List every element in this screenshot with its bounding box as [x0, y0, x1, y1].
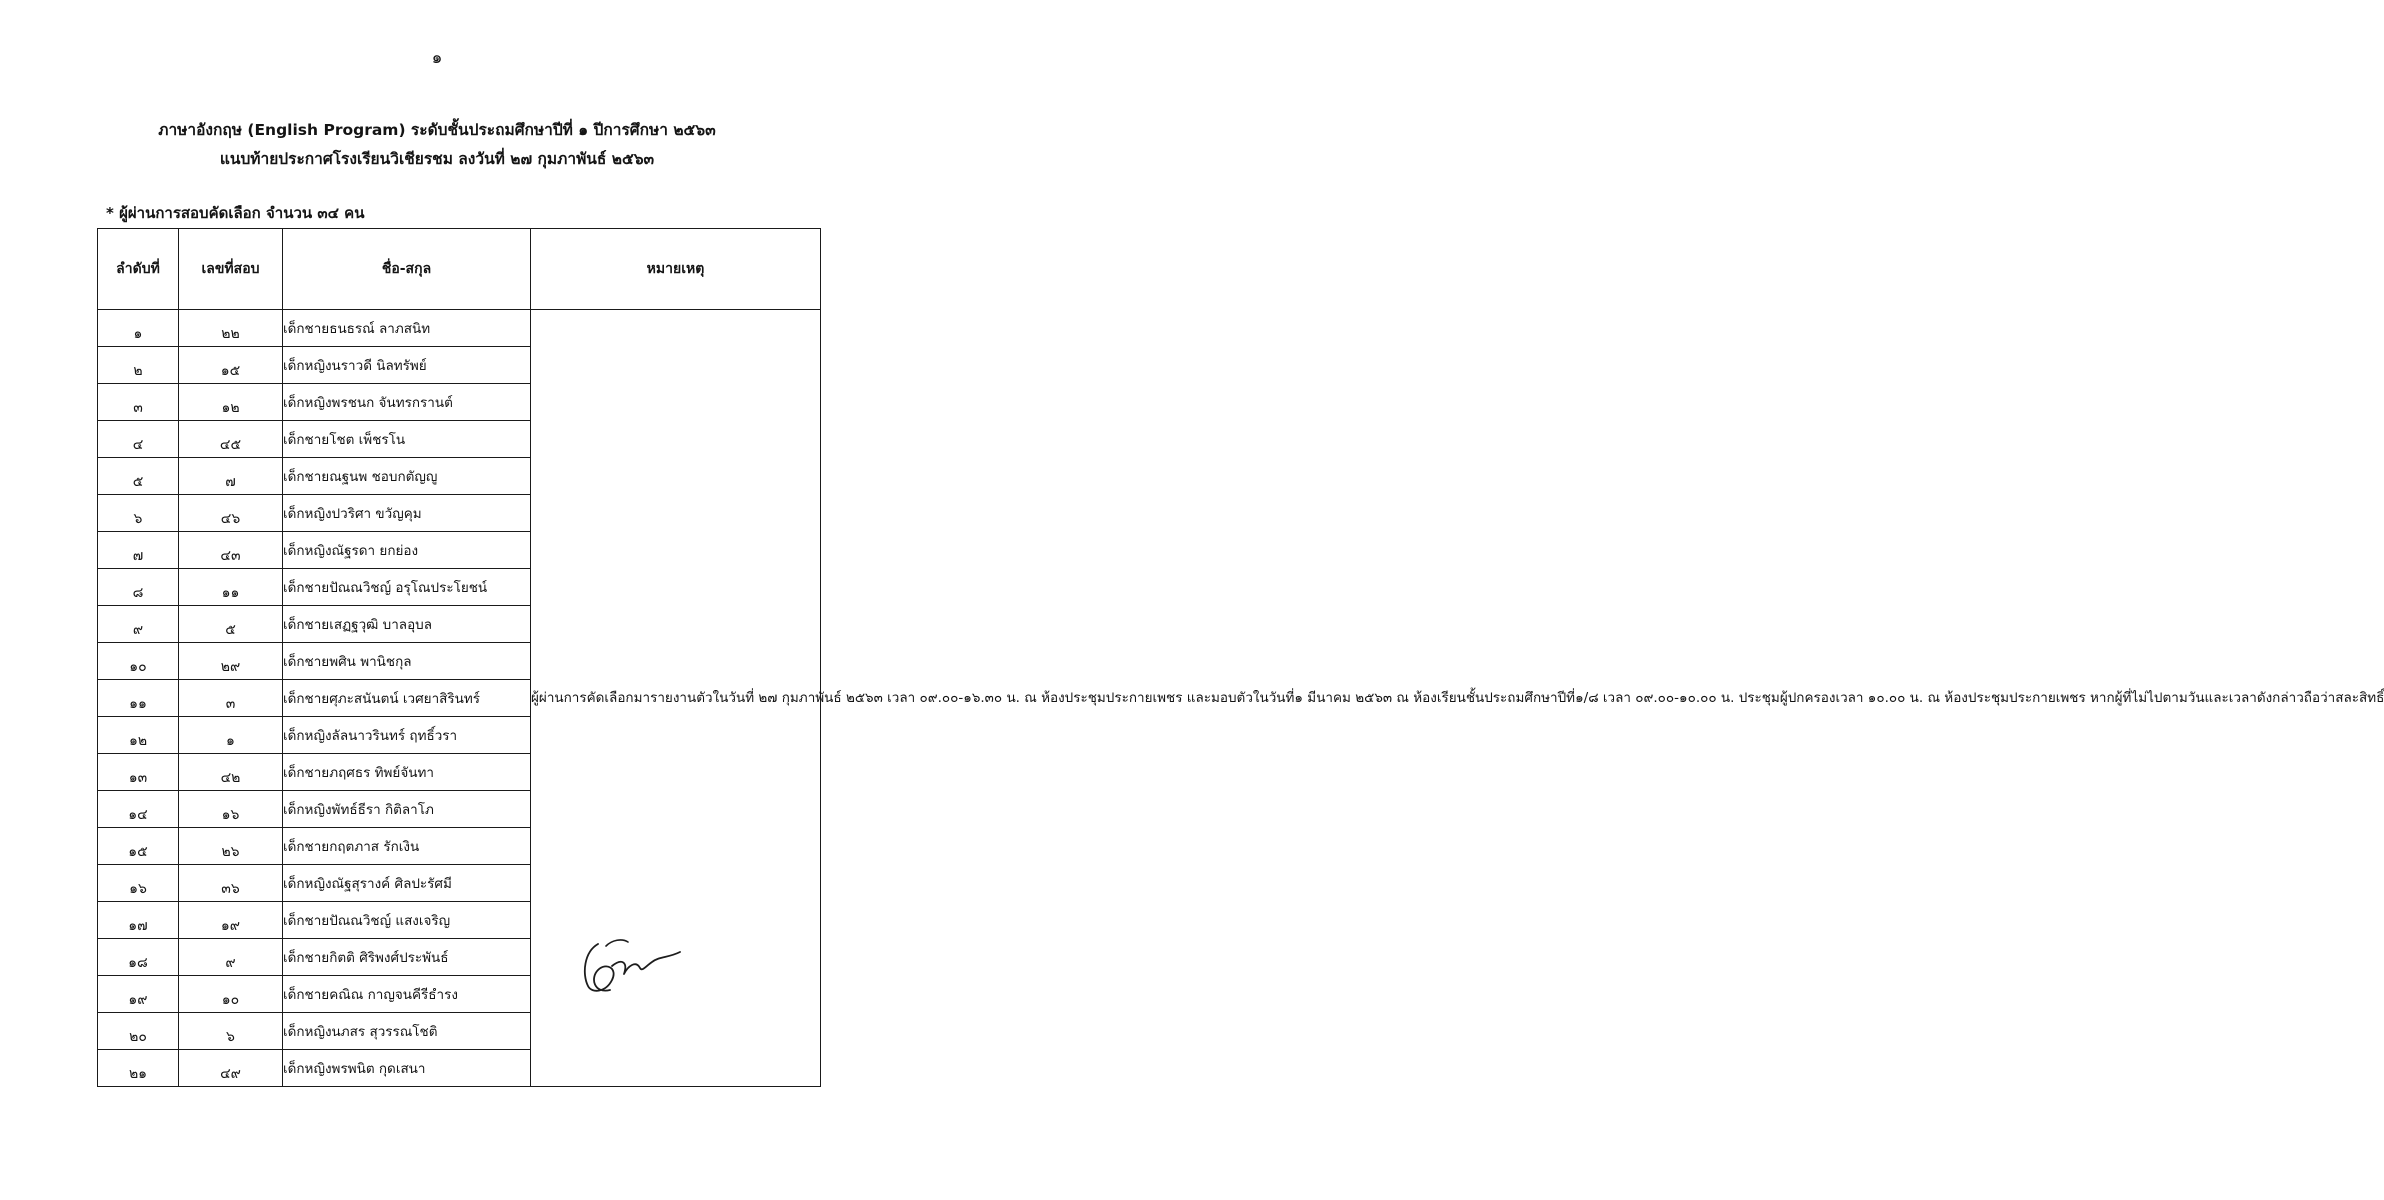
order-number: ๑๘: [128, 955, 148, 971]
cell-student-name: เด็กชายเสฏฐวุฒิ บาลอุบล: [283, 606, 531, 643]
cell-student-name: เด็กชายโชต เพ็ชรโน: [283, 421, 531, 458]
order-number: ๑๖: [129, 881, 147, 897]
cell-order: [98, 902, 179, 939]
cell-order: [98, 939, 179, 976]
cell-student-name: เด็กชายภฤศธร ทิพย์จันทา: [283, 754, 531, 791]
cell-remark: ผู้ผ่านการคัดเลือกมารายงานตัวในวันที่ ๒๗ กุมภาพันธ์ ๒๕๖๓ เวลา ๐๙.๐๐-๑๖.๓๐ น. ณ ห้องประชุมประกายเพชร และมอบตัวในวันที่๑ มีนาคม ๒๕๖๓ ณ ห้องเรียนชั้นประถมศึกษาปีที่๑/๘ เวลา ๐๙.๐๐-๑๐.๐๐ น. ประชุมผู้ปกครองเวลา ๑๐.๐๐ น. ณ ห้องประชุมประกายเพชร หากผู้ที่ไม่ไปตามวันและเวลาดังกล่าวถือว่าสละสิทธิ์: [531, 310, 821, 1087]
order-number: ๑๗: [128, 918, 148, 934]
exam-id: ๑๐: [221, 992, 240, 1008]
exam-id: ๔๓: [220, 548, 241, 564]
exam-id: ๒๒: [221, 326, 240, 342]
order-number: ๓: [133, 400, 143, 416]
cell-student-name: เด็กหญิงลัลนาวรินทร์ ฤทธิ์วรา: [283, 717, 531, 754]
cell-order: [98, 680, 179, 717]
results-table: [97, 228, 2384, 1087]
cell-exam-id: [179, 495, 283, 532]
cell-order: [98, 421, 179, 458]
cell-order: [98, 828, 179, 865]
cell-exam-id: [179, 569, 283, 606]
order-number: ๘: [132, 585, 144, 601]
cell-exam-id: [179, 532, 283, 569]
exam-id: ๙: [225, 955, 236, 971]
table-header-row: [98, 229, 821, 310]
order-number: ๕: [132, 474, 144, 490]
cell-student-name: เด็กชายปัณณวิชญ์ อรุโณประโยชน์: [283, 569, 531, 606]
order-number: ๒๐: [129, 1029, 147, 1045]
cell-order: [98, 458, 179, 495]
cell-order: [98, 1013, 179, 1050]
document-subtitle: แนบท้ายประกาศโรงเรียนวิเชียรชม ลงวันที่ ๒๗ กุมภาพันธ์ ๒๕๖๓: [219, 150, 655, 168]
cell-order: [98, 384, 179, 421]
cell-exam-id: [179, 458, 283, 495]
exam-id: ๒๙: [220, 659, 241, 675]
cell-order: [98, 495, 179, 532]
page-number: ๑: [431, 48, 443, 68]
order-number: ๑๕: [128, 844, 148, 860]
cell-order: [98, 976, 179, 1013]
cell-student-name: เด็กหญิงณัฐรดา ยกย่อง: [283, 532, 531, 569]
order-number: ๑๑: [129, 696, 147, 712]
order-number: ๒: [133, 363, 143, 379]
cell-order: [98, 347, 179, 384]
cell-student-name: เด็กหญิงณัฐสุรางค์ ศิลปะรัศมี: [283, 865, 531, 902]
column-header-order: ลำดับที่: [98, 229, 179, 310]
cell-exam-id: [179, 680, 283, 717]
cell-order: [98, 717, 179, 754]
cell-exam-id: [179, 384, 283, 421]
cell-exam-id: [179, 865, 283, 902]
cell-order: [98, 791, 179, 828]
cell-order: [98, 606, 179, 643]
cell-student-name: เด็กหญิงพรพนิต กุดเสนา: [283, 1050, 531, 1087]
exam-id: ๕: [225, 622, 236, 638]
cell-order: [98, 532, 179, 569]
cell-order: [98, 643, 179, 680]
exam-id: ๑: [226, 733, 235, 749]
passed-count-summary: * ผู้ผ่านการสอบคัดเลือก จำนวน ๓๔ คน: [106, 204, 365, 222]
cell-student-name: เด็กชายปัณณวิชญ์ แสงเจริญ: [283, 902, 531, 939]
cell-exam-id: [179, 976, 283, 1013]
exam-id: ๖: [226, 1029, 235, 1045]
cell-exam-id: [179, 717, 283, 754]
exam-id: ๔๙: [220, 1066, 241, 1082]
cell-order: [98, 569, 179, 606]
column-header-name: ชื่อ-สกุล: [283, 229, 531, 310]
exam-id: ๑๕: [220, 363, 241, 379]
exam-id: ๔๒: [220, 770, 241, 786]
cell-student-name: เด็กชายคณิณ กาญจนคีรีธำรง: [283, 976, 531, 1013]
cell-exam-id: [179, 1050, 283, 1087]
cell-exam-id: [179, 643, 283, 680]
cell-exam-id: [179, 310, 283, 347]
cell-order: [98, 754, 179, 791]
order-number: ๑: [133, 326, 143, 342]
document-title: ภาษาอังกฤษ (English Program) ระดับชั้นประถมศึกษาปีที่ ๑ ปีการศึกษา ๒๕๖๓: [158, 121, 716, 139]
cell-exam-id: [179, 791, 283, 828]
order-number: ๖: [133, 511, 143, 527]
signature-image: [576, 922, 686, 1002]
cell-student-name: เด็กหญิงปวริศา ขวัญคุม: [283, 495, 531, 532]
cell-order: [98, 1050, 179, 1087]
order-number: ๑๐: [129, 659, 147, 675]
exam-id: ๓๖: [221, 881, 240, 897]
exam-id: ๔๖: [220, 511, 241, 527]
column-header-remark: หมายเหตุ: [531, 229, 821, 310]
cell-exam-id: [179, 606, 283, 643]
cell-exam-id: [179, 1013, 283, 1050]
cell-student-name: เด็กหญิงพัทธ์ธีรา กิติลาโภ: [283, 791, 531, 828]
order-number: ๑๔: [128, 807, 148, 823]
cell-student-name: เด็กหญิงพรชนก จันทรกรานต์: [283, 384, 531, 421]
cell-student-name: เด็กชายกิตติ ศิริพงศ์ประพันธ์: [283, 939, 531, 976]
cell-order: [98, 310, 179, 347]
exam-id: ๑๒: [221, 400, 240, 416]
table-row: [98, 310, 821, 347]
order-number: ๑๓: [128, 770, 148, 786]
cell-student-name: เด็กชายกฤตภาส รักเงิน: [283, 828, 531, 865]
order-number: ๒๑: [128, 1066, 148, 1082]
cell-student-name: เด็กชายศุภะสนันตน์ เวศยาสิรินทร์: [283, 680, 531, 717]
exam-id: ๑๖: [221, 807, 240, 823]
table-body: [98, 310, 2384, 1087]
cell-student-name: เด็กหญิงนภสร สุวรรณโชติ: [283, 1013, 531, 1050]
cell-exam-id: [179, 939, 283, 976]
cell-exam-id: [179, 754, 283, 791]
order-number: ๗: [132, 548, 144, 564]
order-number: ๔: [132, 437, 144, 453]
order-number: ๑๒: [128, 733, 148, 749]
exam-id: ๒๖: [221, 844, 240, 860]
cell-order: [98, 865, 179, 902]
order-number: ๑๙: [128, 992, 148, 1008]
cell-exam-id: [179, 828, 283, 865]
cell-student-name: เด็กชายธนธรณ์ ลาภสนิท: [283, 310, 531, 347]
column-header-exam-id: เลขที่สอบ: [179, 229, 283, 310]
exam-id: ๓: [225, 696, 236, 712]
exam-id: ๑๙: [220, 918, 241, 934]
exam-id: ๑๑: [221, 585, 240, 601]
cell-exam-id: [179, 347, 283, 384]
cell-student-name: เด็กชายพศิน พานิชกุล: [283, 643, 531, 680]
exam-id: ๔๕: [219, 437, 242, 453]
exam-id: ๗: [225, 474, 236, 490]
cell-student-name: เด็กชายณฐนพ ชอบกตัญญู: [283, 458, 531, 495]
cell-exam-id: [179, 902, 283, 939]
order-number: ๙: [132, 622, 144, 638]
cell-student-name: เด็กหญิงนราวดี นิลทรัพย์: [283, 347, 531, 384]
cell-exam-id: [179, 421, 283, 458]
